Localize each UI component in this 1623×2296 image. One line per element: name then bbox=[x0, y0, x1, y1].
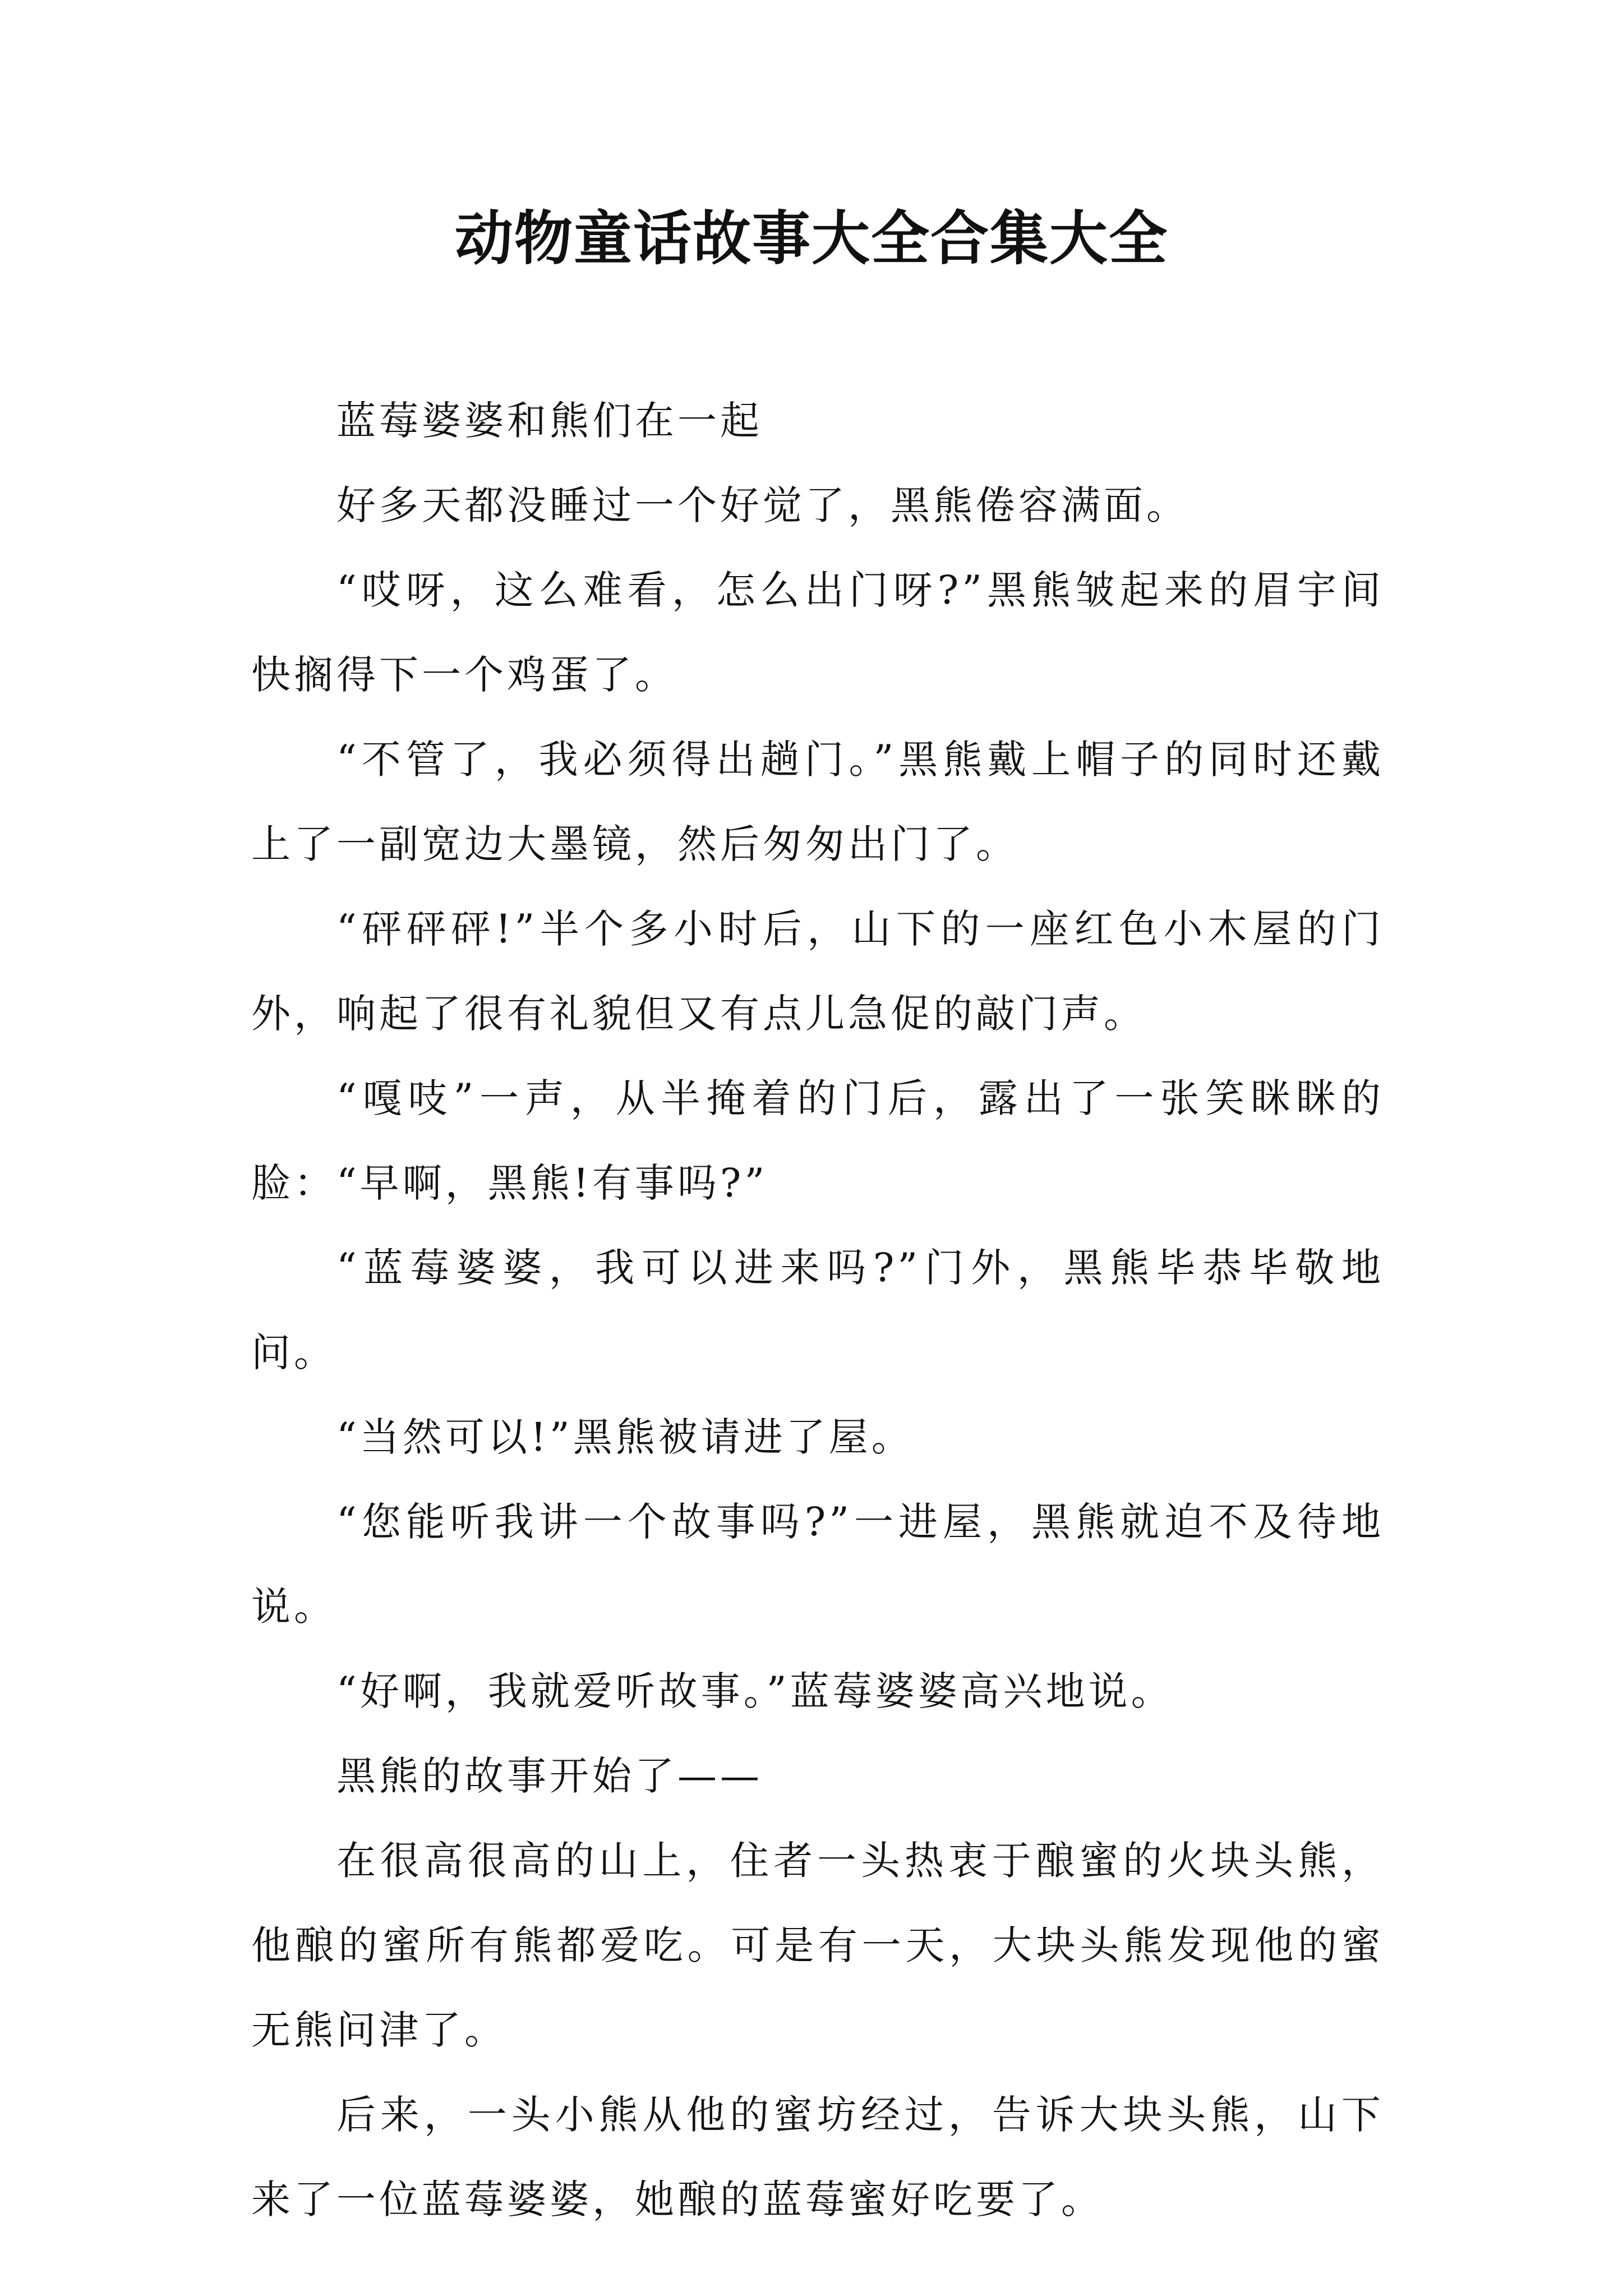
paragraph-13: 后来，一头小熊从他的蜜坊经过，告诉大块头熊，山下来了一位蓝莓婆婆，她酿的蓝莓蜜好吃要了。 bbox=[251, 2092, 1384, 2223]
document-body bbox=[251, 379, 1384, 2242]
paragraph-1: 蓝莓婆婆和熊们在一起 bbox=[336, 398, 763, 444]
paragraph-6: “嘎吱”一声，从半掩着的门后，露出了一张笑眯眯的脸：“早啊，黑熊!有事吗?” bbox=[251, 1075, 1384, 1206]
paragraph-10: “好啊，我就爱听故事。”蓝莓婆婆高兴地说。 bbox=[336, 1668, 1174, 1714]
paragraph-11: 黑熊的故事开始了—— bbox=[336, 1753, 763, 1799]
paragraph-8: “当然可以!”黑熊被请进了屋。 bbox=[336, 1414, 914, 1460]
paragraph-7: “蓝莓婆婆，我可以进来吗?”门外，黑熊毕恭毕敬地问。 bbox=[251, 1245, 1384, 1375]
paragraph-5: “砰砰砰!”半个多小时后，山下的一座红色小木屋的门外，响起了很有礼貌但又有点儿急促的敲门声。 bbox=[251, 906, 1384, 1037]
paragraph-9: “您能听我讲一个故事吗?”一进屋，黑熊就迫不及待地说。 bbox=[251, 1499, 1384, 1630]
paragraph-4: “不管了，我必须得出趟门。”黑熊戴上帽子的同时还戴上了一副宽边大墨镜，然后匆匆出门了。 bbox=[251, 737, 1384, 867]
paragraph-12: 在很高很高的山上，住者一头热衷于酿蜜的火块头熊，他酿的蜜所有熊都爱吃。可是有一天，大块头熊发现他的蜜无熊问津了。 bbox=[251, 1838, 1384, 2053]
paragraph-2: 好多天都没睡过一个好觉了，黑熊倦容满面。 bbox=[336, 482, 1189, 528]
document-title: 动物童话故事大全合集大全 bbox=[454, 204, 1168, 273]
paragraph-3: “哎呀，这么难看，怎么出门呀?”黑熊皱起来的眉宇间快搁得下一个鸡蛋了。 bbox=[251, 567, 1384, 698]
